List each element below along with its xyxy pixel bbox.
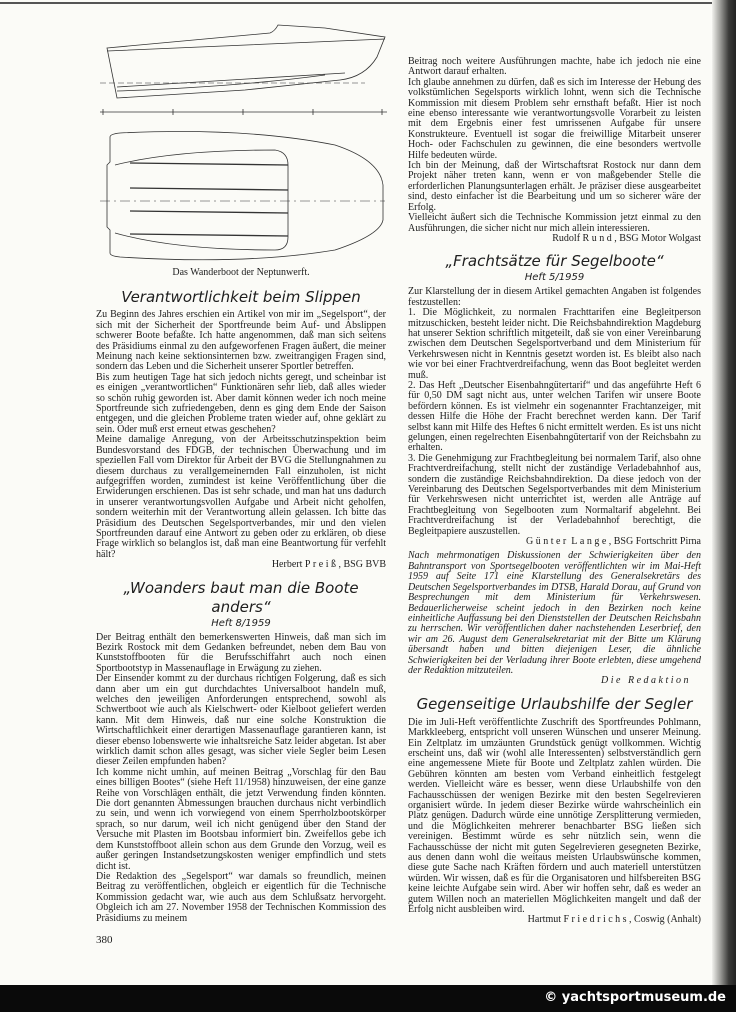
author-first-name: Hartmut xyxy=(527,914,561,926)
paragraph: Vielleicht äußert sich die Technische Kommission jetzt einmal zu den Ausführungen, die sicher nicht nur mich allein interessieren. xyxy=(408,212,701,234)
author-first-name: Herbert xyxy=(271,559,303,571)
watermark-bar xyxy=(0,985,736,1012)
article-subtitle: Heft 5/1959 xyxy=(524,272,585,284)
author-last-name: Lange xyxy=(571,536,609,548)
editorial-signature: Die Redaktion xyxy=(601,675,691,687)
page-number: 380 xyxy=(96,933,113,946)
paragraph: Beitrag noch weitere Ausführungen machte, habe ich jedoch nie eine Antwort darauf erhalten. xyxy=(408,56,701,78)
author-last-name: Friedrichs xyxy=(563,914,630,926)
article-title: Gegenseitige Urlaubshilfe der Segler xyxy=(416,694,693,713)
cockpit-lines xyxy=(130,163,288,236)
book-binding-shadow xyxy=(712,0,736,985)
boat-side-view xyxy=(107,25,385,98)
author-org: , Coswig (Anhalt) xyxy=(629,914,701,926)
article-title: „Frachtsätze für Segelboote“ xyxy=(445,252,664,271)
left-column xyxy=(96,268,386,947)
author-org: , BSG Motor Wolgast xyxy=(614,232,701,244)
author-signature xyxy=(408,234,701,244)
paragraph: Der Einsender kommt zu der durchaus richtigen Folgerung, daß es sich dann aber um ein gut durchdachtes Universalboot handeln muß, welches den jeweiligen Anforderungen entsprechend, sowohl als Schwertboot wie auch als Kielschwert- oder Kielboot geliefert werden kann. Mit dem Hinweis, daß nur eine solche Konstruktion die Wirtschaftlichkeit einer derartigen Massenauflage garantieren kann, ist dieser ebenso lobenswerte wie inhaltsreiche Satz leider abgetan. Ist aber wirklich damit schon alles gesagt, was sicher viele Segler beim Lesen dieser Zeilen empfunden haben? xyxy=(96,673,386,768)
article-title: „Woanders baut man die Boote anders“ xyxy=(123,578,359,616)
author-first-name: Rudolf xyxy=(552,232,581,244)
author-org: , BSG Fortschritt Pirna xyxy=(608,536,701,548)
paragraph: Der Beitrag enthält den bemerkenswerten Hinweis, daß man sich im Bezirk Rostock mit dem Gedanken befreundet, neben dem Bau von Kunststoffbooten für die Berufsschiffahrt auch noch einen Sportbootstyp in Massenauflage in Erwägung zu ziehen. xyxy=(96,631,386,674)
paragraph: Zu Beginn des Jahres erschien ein Artikel von mir im „Segelsport“, der sich mit der Sicherheit der Sportfreunde beim Auf- und Abslippen schwerer Boote befaßte. Ich hatte angenommen, daß man sich seitens des Präsidiums einmal zu den aufgeworfenen Fragen äußert, die meiner Meinung nach keine sektionsinternen bzw. zweitrangigen Fragen sind, sondern das Leben und die Sicherheit unserer Sportler betreffen. xyxy=(96,309,386,373)
author-first-name: Günter xyxy=(525,536,569,548)
boat-drawing xyxy=(95,15,387,265)
author-last-name: Rund xyxy=(582,232,615,244)
watermark-text: © yachtsportmuseum.de xyxy=(544,990,726,1005)
article-frachtsaetze xyxy=(408,252,701,686)
paragraph: Die Redaktion des „Segelsport“ war damals so freundlich, meinen Beitrag zu veröffentlichen, obgleich er eigentlich für die Technische Kommission gedacht war, wie auch aus dem Schlußsatz hervorgeht. Obgleich ich am 27. November 1958 der Technischen Kommission des Präsidiums zu meinem xyxy=(96,870,386,924)
paragraph: Ich glaube annehmen zu dürfen, daß es sich im Interesse der Hebung des volkstümlichen Segelsports wirklich lohnt, wenn sich die Technische Kommission mit diesem Problem sehr ernsthaft befaßt. Hier ist noch eine ebenso interessante wie verantwortungsvolle Vorarbeit zu leisten mit dem Ergebnis einer fest umrissenen Aufgabe für unsere Konstrukteure. Eventuell ist sogar die freiwillige Mitarbeit unserer Hoch- oder Fachschulen zu gewinnen, die eine besonders wertvolle Hilfe bedeuten würde. xyxy=(408,76,701,161)
paragraph: Die im Juli-Heft veröffentlichte Zuschrift des Sportfreundes Pohlmann, Markkleeberg, entspricht voll unseren Wünschen und unserer Meinung. Ein Zeltplatz im umzäunten Grundstück genügt vollkommen. Wichtig erscheint uns, daß wir (wohl alle Interessenten) selbstverständlich gern eine angemessene Miete für Boote und Zeltplatz zahlen würden. Die Gebühren könnten am besten vom Verband einheitlich festgelegt werden. Vielleicht wäre es besser, wenn diese Urlaubshilfe von den Fachausschüssen der wenigen Bezirke mit den besten Segelrevieren organisiert würde. In jedem dieser Bezirke würde wahrscheinlich ein Platz genügen. Dadurch würde eine unnötige Zersplitterung vermieden, und die Möglichkeiten mehrerer benachbarter BSG ließen sich vereinigen. Bestimmt würde es sehr nützlich sein, wenn die Fachausschüsse der nicht mit guten Segelrevieren gesegneten Bezirke, aus denen dann wohl die weitaus meisten Urlaubswünsche kommen, diese gute Sache nach Kräften fördern und auch materiell unterstützen würden. Wir wissen, daß es für die Organisatoren und hilfsbereiten BSG keine leichte Aufgabe sein wird. Aber wir hoffen sehr, daß es weder an gutem Willen noch an materiellen Möglichkeiten mangelt und daß der Erfolg nicht ausbleiben wird. xyxy=(408,716,701,916)
author-signature xyxy=(408,915,701,925)
paragraph: 2. Das Heft „Deutscher Eisenbahngütertarif“ und das angeführte Heft 6 für 0,50 DM sagt nicht aus, unter welchen Tarifen wir unsere Boote befördern können. Es ist vielmehr ein sogenannter Frachtanzeiger, mit dessen Hilfe die Höhe der Fracht berechnet werden kann. Der Tarif selbst kann mit Hilfe des Heftes 6 nicht ermittelt werden. Es ist uns nicht gelungen, einen regelrechten Eisenbahngütertarif von der Reichsbahn zu erhalten. xyxy=(408,379,701,454)
paragraph: Zur Klarstellung der in diesem Artikel gemachten Angaben ist folgendes festzustellen: xyxy=(408,286,701,308)
article-woanders xyxy=(96,579,386,924)
author-signature xyxy=(408,537,701,547)
paragraph: Bis zum heutigen Tage hat sich jedoch nichts geregt, und scheinbar ist es einigen „verantwortlichen“ Funktionären sehr lieb, daß alles wieder so schön ruhig geworden ist. Aber damit können weder ich noch meine Sportfreunde sich zufriedengeben, denn es ging dem Ende der Saison entgegen, und die gleichen Probleme traten wieder auf, ohne geklärt zu sein. Oder muß erst erneut etwas geschehen? xyxy=(96,371,386,435)
article-verantwortlichkeit xyxy=(96,288,386,570)
article-title: Verantwortlichkeit beim Slippen xyxy=(121,288,361,307)
editorial-note: Nach mehrmonatigen Diskussionen der Schwierigkeiten über den Bahntransport von Sportsegelbooten veröffentlichten wir im Mai-Heft 1959 auf Seite 171 eine Klarstellung des Generalsekretärs des Deutschen Segelsportverbandes im DTSB, Harald Dorau, auf Grund von Besprechungen mit dem Ministerium für Verkehrswesen. Bedauerlicherweise scheint jedoch in den Bezirken noch keine einheitliche Auffassung bei den Dienststellen der Deutschen Reichsbahn zu herrschen. Wir veröffentlichen daher nachstehenden Leserbrief, den wir am 26. August dem Generalsekretariat mit der Bitte um Klärung übersandt haben und bitten diejenigen Leser, die ähnliche Schwierigkeiten bei der Verladung ihrer Boote erlebten, diese umgehend der Redaktion mitzuteilen. xyxy=(408,550,701,676)
article-urlaubshilfe xyxy=(408,695,701,926)
article-subtitle: Heft 8/1959 xyxy=(211,617,271,629)
paragraph: Meine damalige Anregung, von der Arbeitsschutzinspektion beim Bundesvorstand des FDGB, der technischen Überwachung und im speziellen Fall vom Direktor für Arbeit der BVG die Stellungnahmen zu diesem durchaus zu verallgemeinernden Fall einzuholen, ist nicht aufgegriffen worden, zumindest ist keine Veröffentlichung über die Erwiderungen erschienen. Das ist sehr schade, und man hat uns dadurch in unserer verantwortungsvollen Aufgabe und Arbeit nicht geholfen, sondern weiterhin mit der Verantwortung allein gelassen. Ich bitte das Präsidium des Deutschen Segelsportverbandes, mir und den vielen Sportfreunden darauf eine Antwort zu geben oder zu erklären, ob diese Frage wirklich so belanglos ist, daß man eine Beantwortung für verfehlt hält? xyxy=(96,434,386,560)
figure-caption: Das Wanderboot der Neptunwerft. xyxy=(172,267,310,278)
page-top-edge xyxy=(0,2,736,4)
author-last-name: Preiß xyxy=(304,559,339,571)
author-signature xyxy=(96,560,386,570)
author-org: , BSG BVB xyxy=(338,559,386,571)
paragraph: Ich bin der Meinung, daß der Wirtschaftsrat Rostock nur dann dem Projekt näher treten kann, wenn er von maßgebender Stelle die erforderlichen Planungsunterlagen erhält. Je präziser diese ausgearbeitet sind, desto einfacher ist die Bearbeitung und um so sicherer wäre der Erfolg. xyxy=(408,160,701,213)
paragraph: 3. Die Genehmigung zur Frachtbegleitung bei normalem Tarif, also ohne Frachtverdreifachung, stellt nicht der zuständige Verladebahnhof aus, sondern die zuständige Reichsbahndirektion. Da diese jedoch von der Vereinbarung des Deutschen Segelsportverbandes mit dem Ministerium für Verkehrswesen nicht unterrichtet ist, werden alle Anträge auf Frachtbegleitung von Segelbooten zum Normaltarif abgelehnt. Bei Frachtverdreifachung ist der Verladebahnhof berechtigt, die Begleitpapiere auszustellen. xyxy=(408,452,701,537)
article-woanders-continued xyxy=(408,57,701,244)
right-column xyxy=(408,57,701,926)
paragraph: 1. Die Möglichkeit, zu normalen Frachttarifen eine Begleitperson mitzuschicken, besteht leider nicht. Die Reichsbahndirektion Magdeburg hat unserer Sektion schriftlich mitgeteilt, daß sie von einer Vereinbarung zwischen dem Deutschen Segelsportverband und dem Ministerium für Verkehrswesen nicht in Kenntnis gesetzt worden ist. Es bleibt also nach wie vor bei einer Frachtverdreifachung, wenn das Boot begleitet werden muß. xyxy=(408,307,701,381)
paragraph: Ich komme nicht umhin, auf meinen Beitrag „Vorschlag für den Bau eines billigen Bootes“ (siehe Heft 11/1958) hinzuweisen, der eine ganze Reihe von Vorschlägen enthält, die jetzt Verwendung finden könnten. Die dort genannten Abmessungen brauchen durchaus nicht verbindlich zu sein, und wenn ich vorwiegend von einem Sperrholzbootskörper sprach, so nur darum, weil ich nicht genügend über den Stand der Versuche mit Plasten im Bootsbau informiert bin. Zweifellos gebe ich dem Kunststoffboot allein schon aus dem Grunde den Vorzug, weil es außer geringen Instandsetzungskosten weniger empfindlich und stets dicht ist. xyxy=(96,766,386,872)
